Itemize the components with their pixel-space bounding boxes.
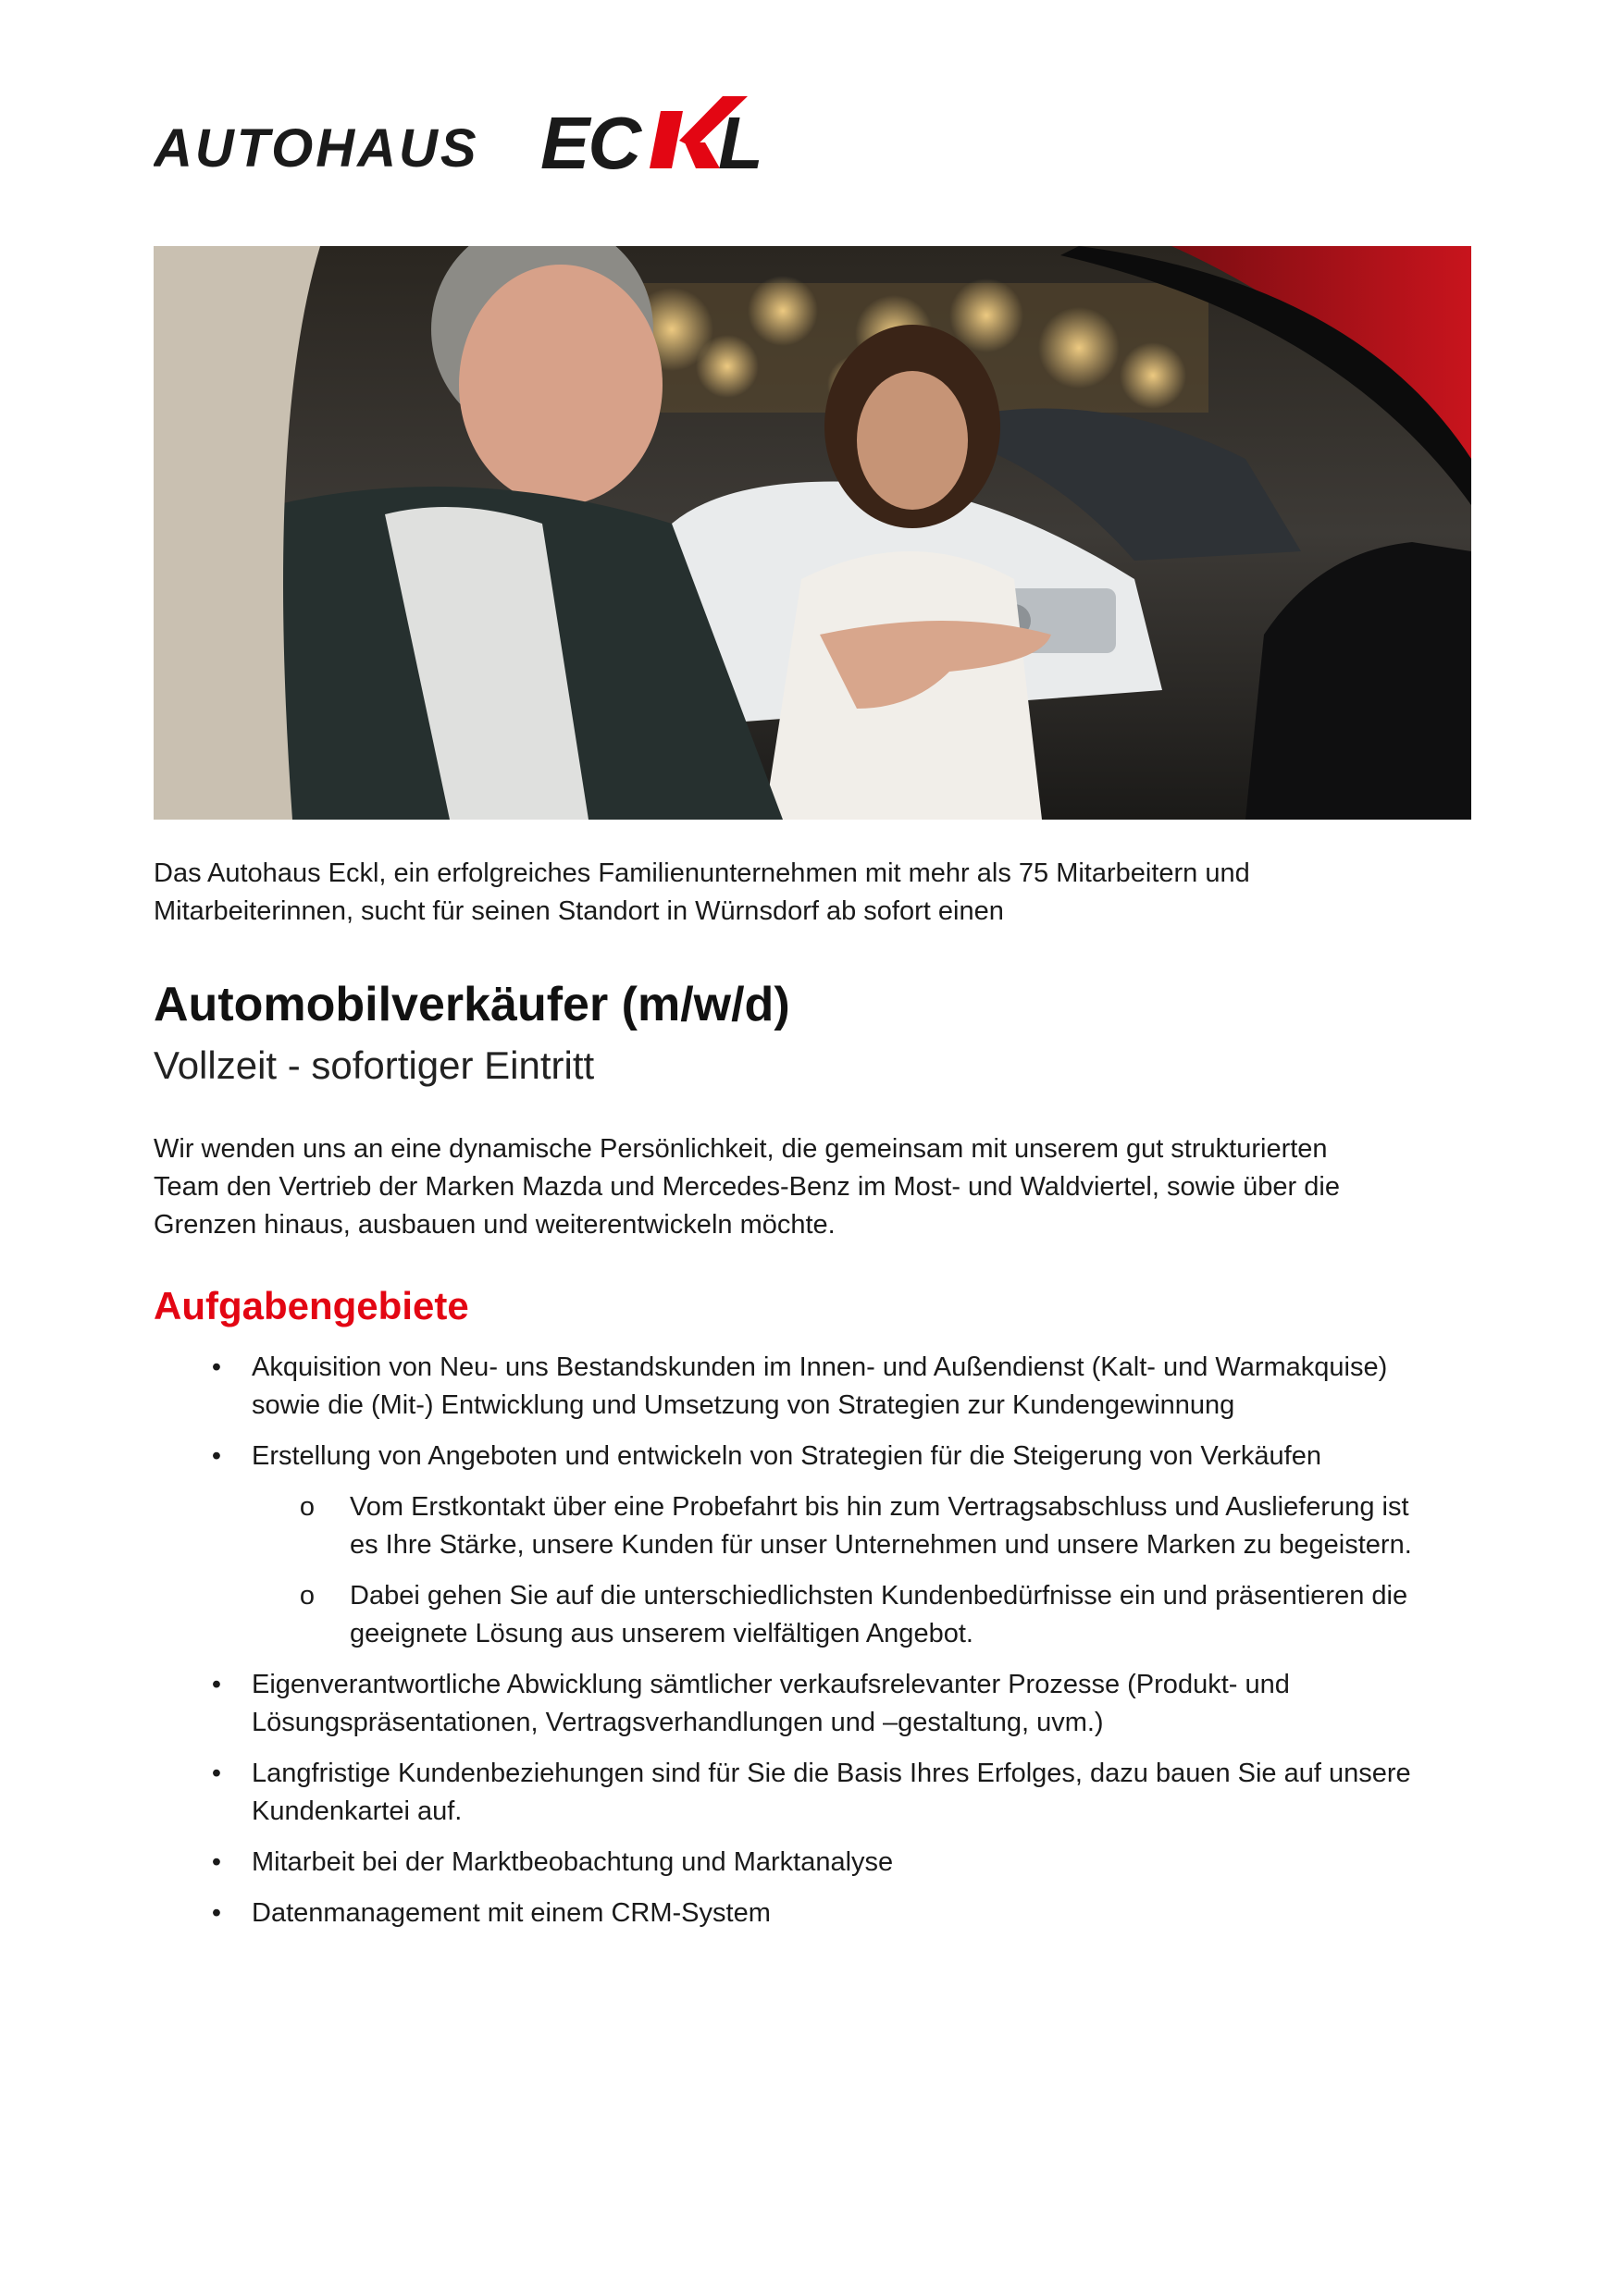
list-item (154, 1895, 1471, 1932)
task-text: Erstellung von Angeboten und entwickeln von Strategien für die Steigerung von Verkäufen (252, 1441, 1321, 1471)
task-text: Datenmanagement mit einem CRM-System (252, 1898, 771, 1928)
subtask-text: es Ihre Stärke, unsere Kunden für unser Unternehmen und unsere Marken zu begeistern. (350, 1530, 1412, 1560)
bullet-icon: • (211, 1670, 222, 1699)
subtask-text: Vom Erstkontakt über eine Probefahrt bis hin zum Vertragsabschluss und Auslieferung ist (350, 1492, 1409, 1522)
pitch-line: Team den Vertrieb der Marken Mazda und Mercedes-Benz im Most- und Waldviertel, sowie über die (154, 1172, 1340, 1202)
list-item (154, 1349, 1471, 1425)
task-text: Eigenverantwortliche Abwicklung sämtlicher verkaufsrelevanter Prozesse (Produkt- und (252, 1670, 1290, 1699)
task-text: Mitarbeit bei der Marktbeobachtung und Marktanalyse (252, 1847, 894, 1877)
sub-list-item (252, 1577, 1471, 1653)
job-pitch (154, 1130, 1471, 1244)
list-item (154, 1438, 1471, 1653)
list-item (154, 1844, 1471, 1882)
subtasks-list (252, 1488, 1471, 1653)
bullet-icon: • (211, 1441, 222, 1471)
intro-line: Mitarbeiterinnen, sucht für seinen Standort in Würnsdorf ab sofort einen (154, 896, 1004, 926)
job-subtitle: Vollzeit - sofortiger Eintritt (154, 1043, 595, 1087)
subtask-text: Dabei gehen Sie auf die unterschiedlichsten Kundenbedürfnisse ein und präsentieren die (350, 1581, 1408, 1611)
tasks-list (154, 1349, 1471, 1945)
photo-salesperson-customer-icon (154, 246, 1471, 820)
task-text: Akquisition von Neu- uns Bestandskunden im Innen- und Außendienst (Kalt- und Warmakquise) (252, 1352, 1388, 1382)
list-item (154, 1755, 1471, 1831)
list-item (154, 1666, 1471, 1742)
svg-text:EC: EC (540, 102, 640, 176)
circle-bullet-icon: o (299, 1581, 316, 1611)
bullet-icon: • (211, 1898, 222, 1928)
company-intro (154, 855, 1471, 931)
pitch-line: Wir wenden uns an eine dynamische Persönlichkeit, die gemeinsam mit unserem gut strukturierten (154, 1134, 1328, 1164)
job-title: Automobilverkäufer (m/w/d) (154, 978, 790, 1031)
task-text: Langfristige Kundenbeziehungen sind für Sie die Basis Ihres Erfolges, dazu bauen Sie auf unsere (252, 1759, 1411, 1788)
bullet-icon: • (211, 1759, 222, 1788)
tasks-heading: Aufgabengebiete (154, 1284, 469, 1327)
task-text: Lösungspräsentationen, Vertragsverhandlungen und –gestaltung, uvm.) (252, 1708, 1104, 1737)
company-logo (154, 93, 764, 176)
task-text: Kundenkartei auf. (252, 1796, 463, 1826)
svg-text:AUTOHAUS: AUTOHAUS (154, 118, 479, 176)
pitch-line: Grenzen hinaus, ausbauen und weiterentwickeln möchte. (154, 1210, 836, 1240)
hero-photo (154, 246, 1471, 820)
subtask-text: geeignete Lösung aus unserem vielfältigen Angebot. (350, 1619, 973, 1648)
task-text: sowie die (Mit-) Entwicklung und Umsetzung von Strategien zur Kundengewinnung (252, 1390, 1235, 1420)
sub-list-item (252, 1488, 1471, 1564)
intro-line: Das Autohaus Eckl, ein erfolgreiches Familienunternehmen mit mehr als 75 Mitarbeitern und (154, 858, 1250, 888)
bullet-icon: • (211, 1847, 222, 1877)
circle-bullet-icon: o (299, 1492, 316, 1522)
svg-text:L: L (718, 102, 763, 176)
bullet-icon: • (211, 1352, 222, 1382)
